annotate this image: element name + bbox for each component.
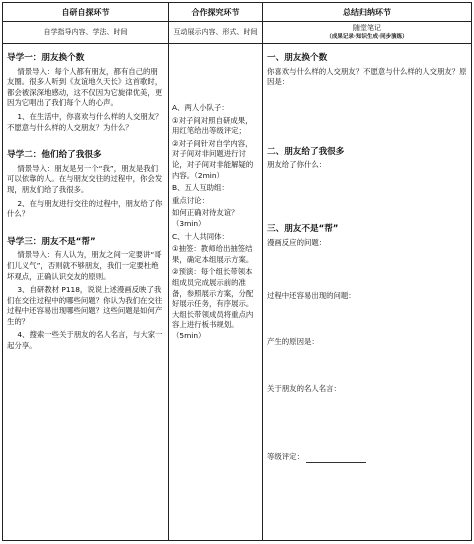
guide-1-intro: 情景导入：每个人都有朋友，都有自己的朋友圈。很多人听到《友谊地久天长》这首歌时，都会被深深地感动，这不仅因为它旋律优美，更因为它唱出了我们每个人的心声。 [7, 66, 163, 108]
content-row [3, 44, 472, 541]
guide-3-question-3: 3、自研教材 P118，说说上述漫画反映了我们在交往过程中的哪些问题？你认为我们在交往过程中还容易出现哪些问题？这些问题是如何产生的？ [7, 285, 163, 326]
ten-group-title: C、十人共同体： [172, 231, 229, 241]
header-self-study: 自研自探环节 [3, 3, 169, 22]
guide-2-question: 2、在与朋友进行交往的过程中，朋友给了你什么？ [7, 198, 163, 219]
guide-2-title: 导学二：他们给了我很多 [7, 150, 102, 161]
header-summary: 总结归纳环节 [263, 3, 472, 22]
cooperation-column [169, 44, 263, 541]
subheader-self-study: 自学指导内容、学法、时间 [3, 22, 169, 44]
subheader-summary [263, 22, 472, 44]
guide-3-intro: 情景导入：有人认为，朋友之间一定要讲“哥们儿义气”，否则就不够朋友，我们一定要杜绝坏观点，正确认识交友的原则。 [7, 250, 162, 281]
notes-3-prompt-2: 过程中还容易出现的问题： [267, 291, 356, 301]
grade-label: 等级评定： [267, 451, 304, 461]
notes-3-title: 三、朋友不是“帮” [267, 223, 339, 234]
five-group-focus: 重点讨论： [172, 195, 209, 205]
guide-2-intro: 情景导入：朋友是另一个“我”，朋友是我们可以依靠的人。在与朋友交往的过程中，你会发现，朋友们给了我很多。 [7, 163, 163, 194]
notes-2-prompt: 朋友给了你什么： [267, 160, 327, 170]
subheader-notes-detail: （成果记录·知识生成·同步演练） [326, 33, 408, 40]
five-group-question: 如何正确对待友谊？（3min） [172, 208, 239, 228]
five-group-title: B、五人互助组： [172, 183, 229, 193]
guide-3-title: 导学三：朋友不是“帮” [7, 236, 96, 247]
grade-row [267, 452, 467, 463]
subheader-notes: 随堂笔记 [353, 23, 381, 32]
pair-group-title: A、两人小队子： [172, 103, 229, 112]
subheader-cooperation: 互动展示内容、形式、时间 [169, 22, 263, 44]
pair-step-1: ①对子间对照自研成果，用红笔给出等级评定； [172, 115, 253, 136]
notes-1-title: 一、朋友换个数 [267, 53, 328, 63]
notes-1-prompt: 你喜欢与什么样的人交朋友？不愿意与什么样的人交朋友？原因是： [267, 66, 467, 87]
worksheet-table [2, 2, 472, 541]
subheader-row [3, 22, 472, 44]
ten-group-step-2: ②预演：每个组长带领本组成员完成展示前的准备，参照展示方案，分配好展示任务，有序展示。大组长带领成员将重点内容上进行板书规划。（5min） [172, 267, 254, 340]
ten-group-step-1: ①抽签：教师给出抽签结果，确定本组展示方案。 [172, 244, 254, 264]
notes-3-prompt-4: 关于朋友的名人名言： [267, 384, 341, 394]
pair-step-2: ②对子间针对自学内容，对子间对非问题进行讨论，对子间对非能解疑的内容。（2min） [172, 138, 254, 180]
notes-3-prompt-3: 产生的原因是： [267, 336, 319, 346]
notes-3-prompt-1: 漫画反应的问题： [267, 237, 327, 247]
summary-column [263, 44, 472, 541]
guide-1-title: 导学一：朋友换个数 [7, 53, 85, 63]
guide-1-question: 1、在生活中，你喜欢与什么样的人交朋友？不愿意与什么样的人交朋友？为什么？ [7, 111, 163, 132]
header-cooperation: 合作探究环节 [169, 3, 263, 22]
guide-3-question-4: 4、搜索一些关于朋友的名人名言，与大家一起分享。 [7, 330, 163, 351]
grade-input-line[interactable] [306, 454, 366, 463]
self-study-column [3, 44, 169, 541]
header-row [3, 3, 472, 22]
notes-2-title: 二、朋友给了我很多 [267, 146, 345, 157]
